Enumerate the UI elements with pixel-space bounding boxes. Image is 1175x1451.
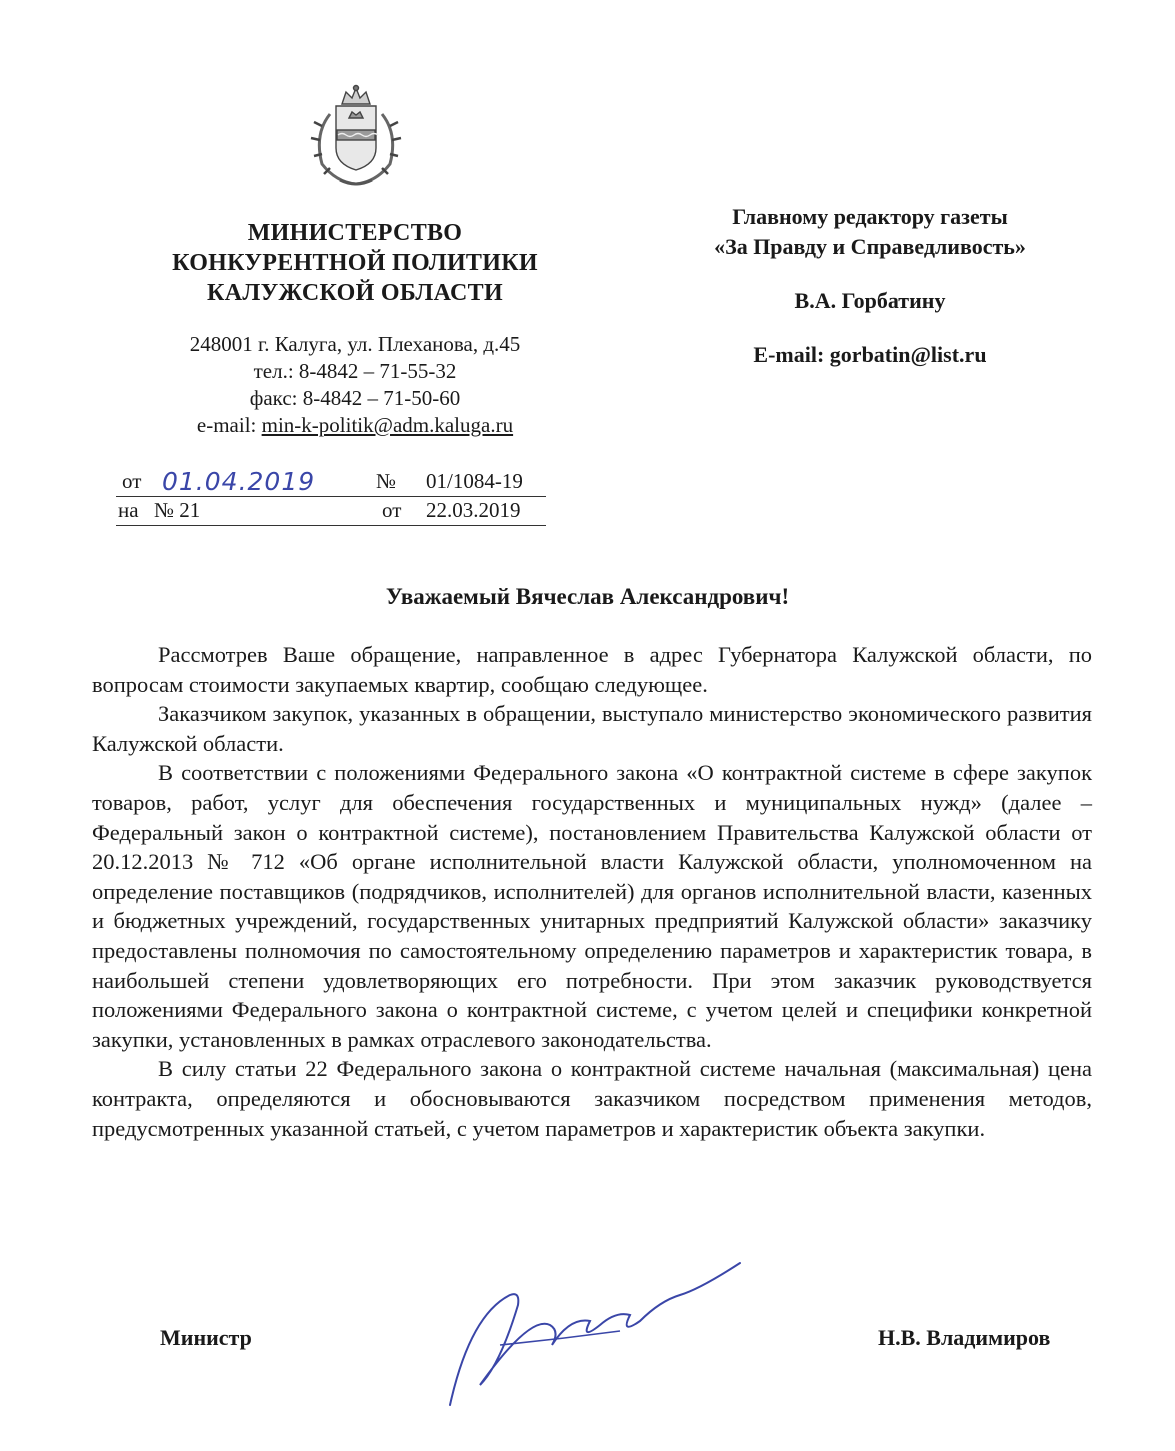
handwritten-date: 01.04.2019 <box>162 467 316 496</box>
from-label: от <box>122 469 142 493</box>
ministry-line-1: МИНИСТЕРСТВО <box>247 220 463 246</box>
signatory-name: Н.В. Владимиров <box>878 1325 1051 1350</box>
recipient-line-1: Главному редактору газеты <box>732 204 1008 229</box>
recipient-block <box>660 202 1080 370</box>
address-email <box>130 412 580 439</box>
reply-row <box>116 497 546 526</box>
paragraph: В силу статьи 22 Федерального закона о контрактной системе начальная (максимальная) цена контракта, определяются и обосновываются заказчиком посредством применения методов, предусмотренных указанной статьей, с учетом параметров и характеристик объекта закупки. <box>92 1056 1092 1141</box>
paragraph: Заказчиком закупок, указанных в обращении, выступало министерство экономического развития Калужской области. <box>92 701 1092 756</box>
ministry-line-2: КОНКУРЕНТНОЙ ПОЛИТИКИ <box>172 250 538 276</box>
handwritten-signature-icon <box>440 1255 750 1415</box>
reply-to-label: на <box>118 498 139 522</box>
reply-date: 22.03.2019 <box>426 498 521 522</box>
letter-body <box>92 640 1092 1143</box>
signatory-position: Министр <box>160 1325 252 1350</box>
reply-to-number: № 21 <box>154 498 201 522</box>
paragraph: В соответствии с положениями Федерального закона «О контрактной системе в сфере закупок товаров, работ, услуг для обеспечения государственных и муниципальных нужд» (далее – Федеральный закон о контрактной системе), постановлением Правительства Калужской области от 20.12.2013 № 712 «Об органе исполнительной власти Калужской области, уполномоченном на определение поставщиков (подрядчиков, исполнителей) для органов исполнительной власти, казенных и бюджетных учреждений, государственных унитарных предприятий Калужской области» заказчику предоставлены полномочия по самостоятельному определению параметров и характеристик товара, в наибольшей степени удовлетворяющих его потребности. При этом заказчик руководствуется положениями Федерального закона о контрактной системе, с учетом целей и специфики конкретной закупки, установленных в рамках отраслевого законодательства. <box>92 760 1092 1052</box>
registration-block <box>116 468 546 526</box>
reply-from-label: от <box>382 498 402 522</box>
address-street: 248001 г. Калуга, ул. Плеханова, д.45 <box>189 332 521 356</box>
recipient-line-2: «За Правду и Справедливость» <box>714 234 1026 259</box>
number-sign: № <box>376 469 397 493</box>
coat-of-arms-icon <box>300 84 412 190</box>
address-fax: факс: 8-4842 – 71-50-60 <box>249 386 461 410</box>
salutation: Уважаемый Вячеслав Александрович! <box>385 584 790 609</box>
ministry-line-3: КАЛУЖСКОЙ ОБЛАСТИ <box>207 280 503 306</box>
recipient-email: E-mail: gorbatin@list.ru <box>753 342 987 367</box>
ministry-name <box>150 218 560 308</box>
outgoing-row <box>116 468 546 497</box>
outgoing-number: 01/1084-19 <box>426 469 523 493</box>
recipient-name: В.А. Горбатину <box>794 288 946 313</box>
email-label: e-mail: <box>196 413 262 437</box>
address-phone: тел.: 8-4842 – 71-55-32 <box>253 359 457 383</box>
paragraph: Рассмотрев Ваше обращение, направленное в адрес Губернатора Калужской области, по вопросам стоимости закупаемых квартир, сообщаю следующее. <box>92 642 1092 697</box>
ministry-address <box>130 331 580 439</box>
email-link[interactable]: min-k-politik@adm.kaluga.ru <box>261 413 514 437</box>
